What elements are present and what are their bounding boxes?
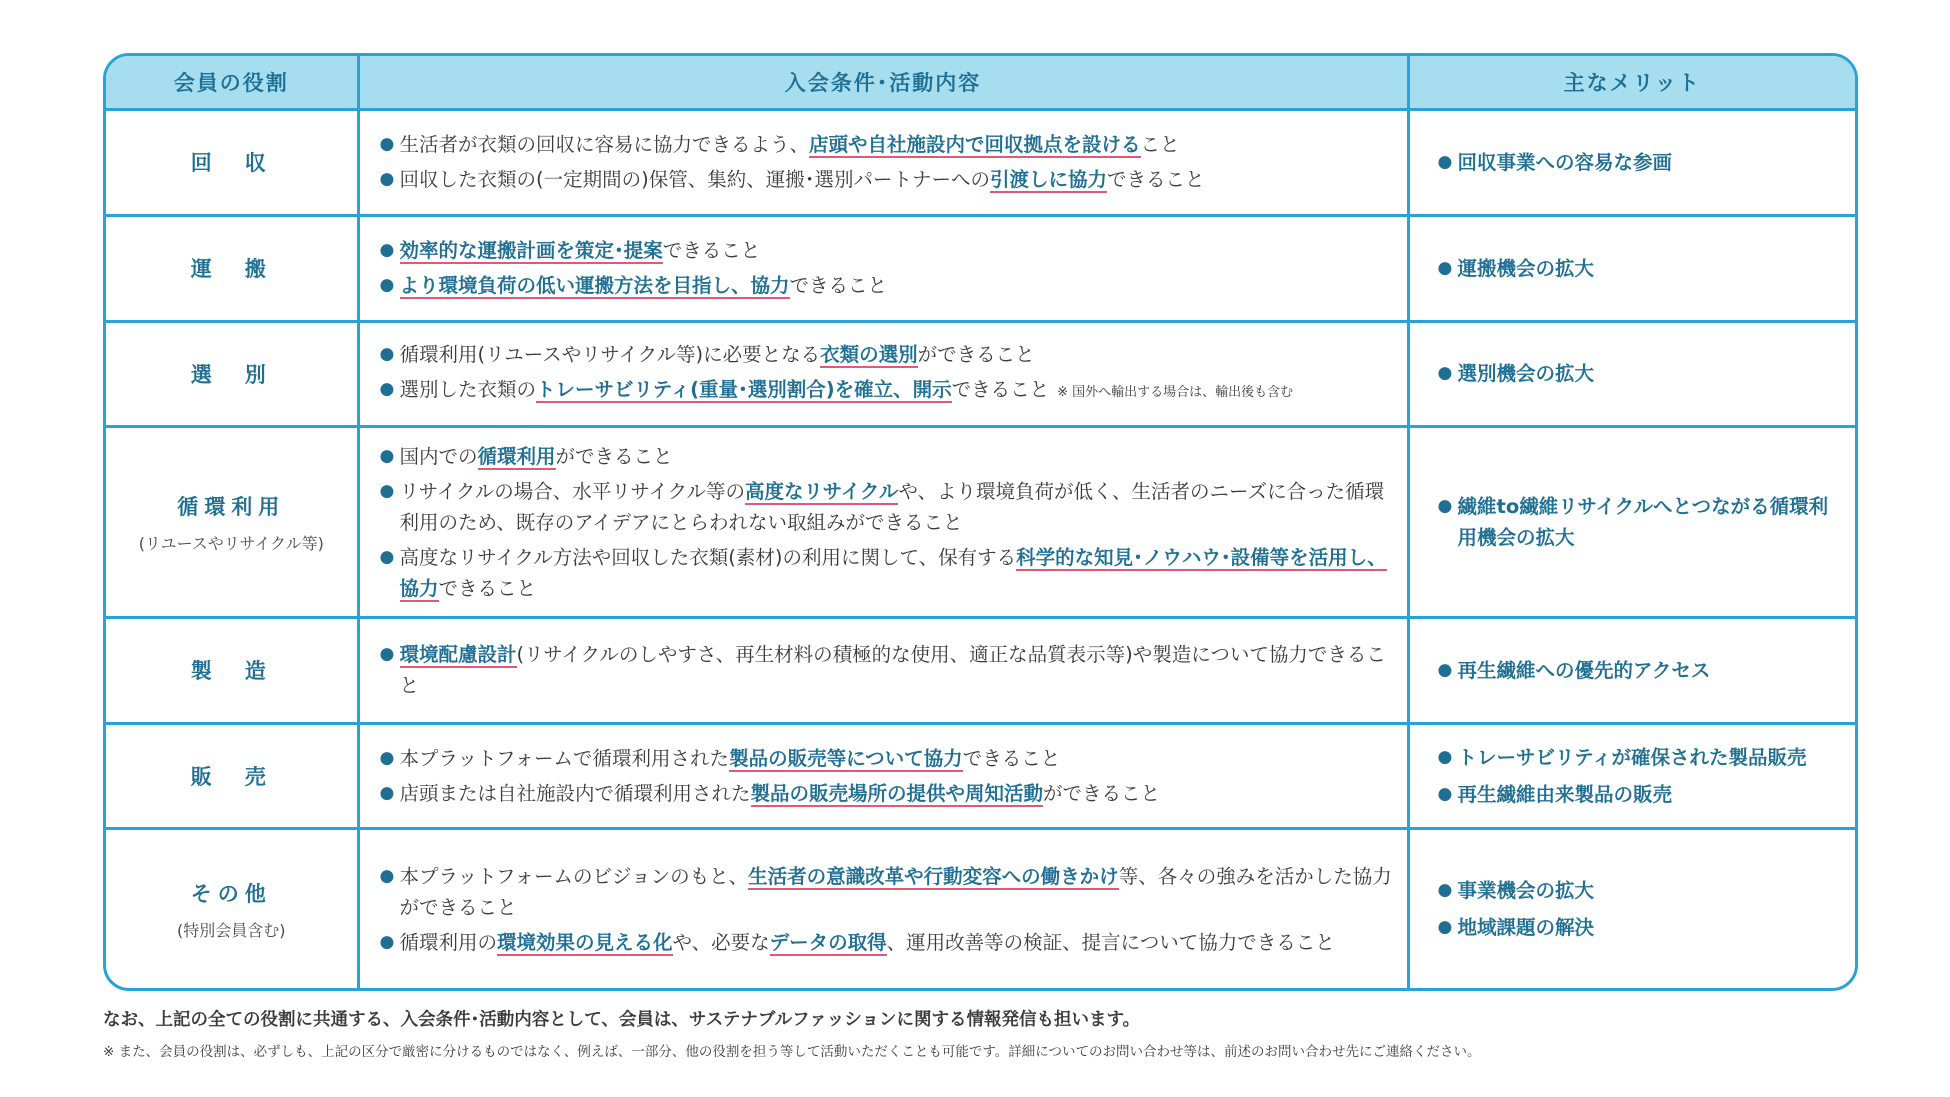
condition-item xyxy=(380,270,1397,301)
highlighted-text: 環境配慮設計 xyxy=(399,643,517,667)
merit-item: ● 地域課題の解決 xyxy=(1438,912,1846,943)
condition-text: こと xyxy=(1140,133,1180,157)
condition-item xyxy=(380,743,1397,774)
merits-cell xyxy=(1408,427,1855,618)
condition-text: ができること xyxy=(1043,781,1161,805)
table-body xyxy=(106,110,1855,989)
role-label: 製 造 xyxy=(190,659,272,684)
table-row xyxy=(106,110,1855,216)
conditions-cell xyxy=(358,321,1408,427)
role-sublabel: (特別会員含む) xyxy=(177,920,286,940)
condition-item xyxy=(380,164,1397,195)
condition-item xyxy=(380,129,1397,160)
highlighted-text: 循環利用 xyxy=(477,444,556,468)
merit-item: ● 事業機会の拡大 xyxy=(1438,875,1846,906)
condition-text: 回収した衣類の(一定期間の)保管、集約、運搬･選別パートナーへの xyxy=(399,168,990,192)
role-cell xyxy=(106,427,358,618)
highlighted-text: 科学的な知見･ノウハウ･設備等を活用し、協力 xyxy=(399,545,1387,600)
condition-item xyxy=(380,374,1397,408)
condition-item xyxy=(380,235,1397,266)
role-label: 循環利用 xyxy=(177,494,286,519)
condition-text: 、運用改善等の検証、提言について協力できること xyxy=(886,930,1335,954)
conditions-cell xyxy=(358,215,1408,321)
highlighted-text: 高度なリサイクル xyxy=(745,479,899,503)
table-row xyxy=(106,427,1855,618)
condition-item xyxy=(380,778,1397,809)
condition-text: や、より環境負荷が低く、生活者のニーズに合った循環利用のため、既存のアイデアにとらわれない取組みができること xyxy=(399,479,1385,534)
condition-text: 本プラットフォームで循環利用された xyxy=(399,746,730,770)
highlighted-text: 製品の販売場所の提供や周知活動 xyxy=(750,781,1044,805)
condition-text: 高度なリサイクル方法や回収した衣類(素材)の利用に関して、保有する xyxy=(399,545,1017,569)
conditions-cell xyxy=(358,110,1408,216)
condition-item xyxy=(380,639,1397,701)
merit-item: ● 選別機会の拡大 xyxy=(1438,358,1846,389)
role-label: 販 売 xyxy=(190,764,272,789)
condition-text: リサイクルの場合、水平リサイクル等の xyxy=(399,479,746,503)
condition-item xyxy=(380,542,1397,604)
role-cell xyxy=(106,321,358,427)
merits-cell xyxy=(1408,215,1855,321)
footer-footnote: ※ また、会員の役割は、必ずしも、上記の区分で厳密に分けるものではなく、例えば、一部分、他の役割を担う等して活動いただくことも可能です。詳細についてのお問い合わせ等は、前述のお問い合わせ先にご連絡ください。 xyxy=(103,1044,1481,1060)
header-role: 会員の役割 xyxy=(106,56,358,110)
highlighted-text: 効率的な運搬計画を策定･提案 xyxy=(399,239,663,263)
merit-item: ● 回収事業への容易な参画 xyxy=(1438,147,1846,178)
role-sublabel: (リユースやリサイクル等) xyxy=(138,533,324,553)
table-row xyxy=(106,215,1855,321)
header-conditions: 入会条件･活動内容 xyxy=(358,56,1408,110)
merit-item: ● トレーサビリティが確保された製品販売 xyxy=(1438,742,1846,773)
header-merits: 主なメリット xyxy=(1408,56,1855,110)
role-cell xyxy=(106,215,358,321)
condition-text: ができること xyxy=(555,444,673,468)
highlighted-text: データの取得 xyxy=(769,930,887,954)
condition-text: (リサイクルのしやすさ、再生材料の積極的な使用、適正な品質表示等)や製造について協力できること xyxy=(399,643,1386,698)
merit-item: ● 運搬機会の拡大 xyxy=(1438,253,1846,284)
condition-text: 選別した衣類の xyxy=(399,378,537,402)
role-cell xyxy=(106,723,358,829)
role-label: 運 搬 xyxy=(190,257,272,282)
condition-item xyxy=(380,927,1397,958)
condition-text: 等、各々の強みを活かした協力ができること xyxy=(399,864,1392,919)
condition-item xyxy=(380,339,1397,370)
condition-item xyxy=(380,476,1397,538)
condition-item xyxy=(380,441,1397,472)
condition-item xyxy=(380,861,1397,923)
conditions-cell xyxy=(358,723,1408,829)
condition-text: できること xyxy=(962,746,1061,770)
condition-text: 生活者が衣類の回収に容易に協力できるよう、 xyxy=(399,133,810,157)
merits-cell xyxy=(1408,617,1855,723)
role-label: 回 収 xyxy=(190,151,272,176)
membership-table-frame xyxy=(103,53,1858,991)
conditions-cell xyxy=(358,617,1408,723)
condition-text: 店頭または自社施設内で循環利用された xyxy=(399,781,751,805)
condition-text: できること xyxy=(438,576,537,600)
role-cell xyxy=(106,829,358,988)
conditions-cell xyxy=(358,427,1408,618)
condition-text: ができること xyxy=(917,343,1035,367)
highlighted-text: トレーサビリティ(重量･選別割合)を確立、開示 xyxy=(536,378,952,402)
merits-cell xyxy=(1408,110,1855,216)
table-row xyxy=(106,617,1855,723)
condition-text: 国内での xyxy=(399,444,478,468)
highlighted-text: 製品の販売等について協力 xyxy=(729,746,963,770)
highlighted-text: 店頭や自社施設内で回収拠点を設ける xyxy=(809,133,1141,157)
highlighted-text: より環境負荷の低い運搬方法を目指し、協力 xyxy=(399,274,790,298)
highlighted-text: 生活者の意識改革や行動変容への働きかけ xyxy=(748,864,1119,888)
condition-text: できること xyxy=(1106,168,1205,192)
role-cell xyxy=(106,110,358,216)
merit-item: ● 繊維to繊維リサイクルへとつながる循環利用機会の拡大 xyxy=(1438,491,1846,553)
merits-cell xyxy=(1408,829,1855,988)
condition-note: ※ 国外へ輸出する場合は、輸出後も含む xyxy=(1057,385,1294,401)
table-row xyxy=(106,829,1855,988)
table-row xyxy=(106,723,1855,829)
highlighted-text: 衣類の選別 xyxy=(820,343,918,367)
role-cell xyxy=(106,617,358,723)
role-label: 選 別 xyxy=(190,362,272,387)
merits-cell xyxy=(1408,723,1855,829)
merit-item: ● 再生繊維への優先的アクセス xyxy=(1438,655,1846,686)
footer-note: なお、上記の全ての役割に共通する、入会条件･活動内容として、会員は、サステナブルファッションに関する情報発信も担います。 xyxy=(103,1010,1141,1030)
merits-cell xyxy=(1408,321,1855,427)
condition-text: 循環利用(リユースやリサイクル等)に必要となる xyxy=(399,343,821,367)
highlighted-text: 環境効果の見える化 xyxy=(497,930,673,954)
condition-text: 本プラットフォームのビジョンのもと、 xyxy=(399,864,749,888)
condition-text: できること xyxy=(789,274,888,298)
conditions-cell xyxy=(358,829,1408,988)
condition-text: できること xyxy=(662,239,761,263)
role-label: その他 xyxy=(190,881,272,906)
condition-text: 循環利用の xyxy=(399,930,498,954)
highlighted-text: 引渡しに協力 xyxy=(989,168,1107,192)
merit-item: ● 再生繊維由来製品の販売 xyxy=(1438,779,1846,810)
table-header-row xyxy=(106,56,1855,110)
condition-text: や、必要な xyxy=(672,930,770,954)
membership-table xyxy=(106,56,1855,988)
condition-text: できること xyxy=(951,378,1050,402)
table-row xyxy=(106,321,1855,427)
